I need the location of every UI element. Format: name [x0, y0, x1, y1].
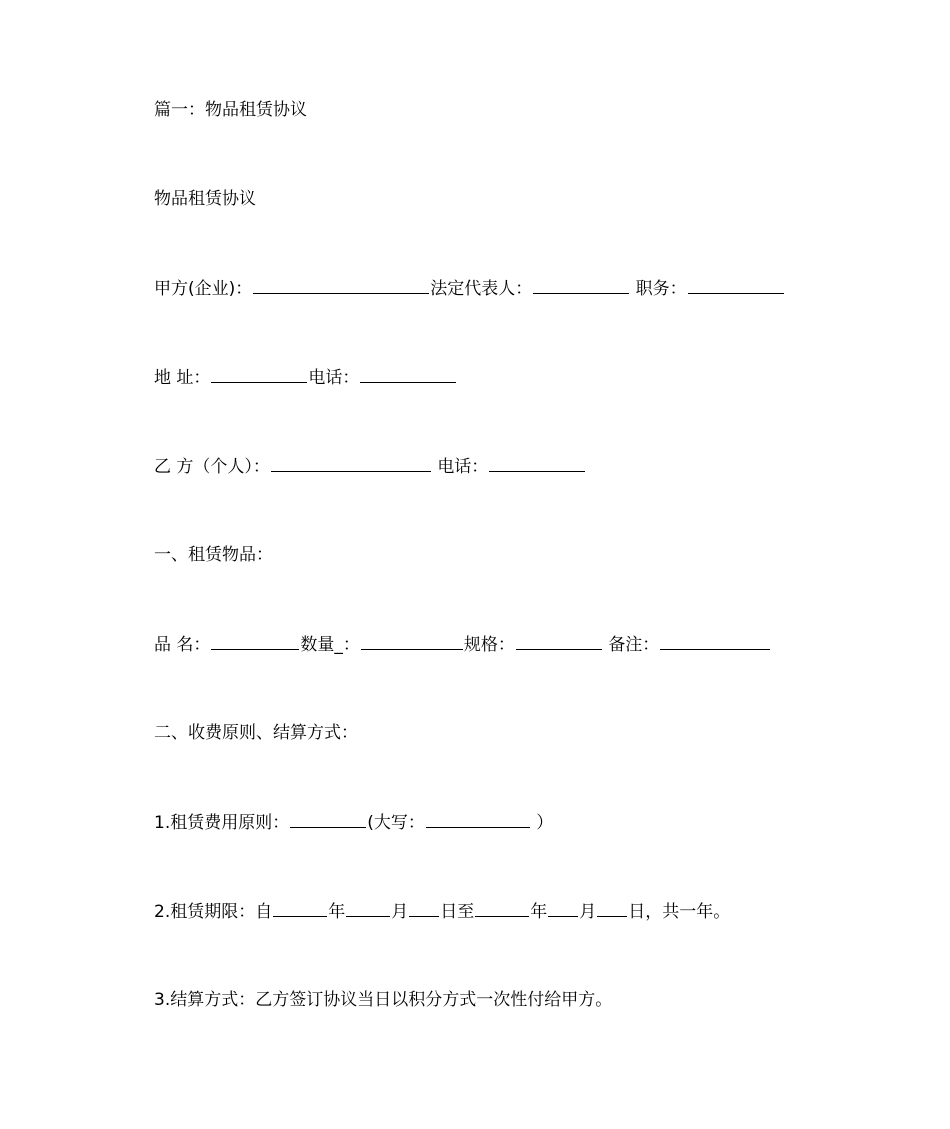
section2-heading — [154, 722, 358, 744]
address-blank — [211, 366, 307, 383]
agreement-title — [154, 188, 256, 210]
start-month-unit: 月 — [391, 902, 409, 922]
item-name-label: 品 名： — [154, 635, 211, 655]
address-line — [154, 366, 457, 389]
legal-rep-label: 法定代表人： — [430, 279, 533, 299]
phone-b-blank — [489, 455, 585, 472]
remark-label: 备注： — [608, 635, 660, 655]
quantity-label: 数量_： — [300, 635, 360, 655]
spec-label: 规格： — [463, 635, 515, 655]
end-month-unit: 月 — [579, 902, 597, 922]
party-a-label: 甲方(企业)： — [154, 279, 253, 299]
settlement-line — [154, 989, 612, 1011]
party-b-line — [154, 455, 586, 478]
start-month-blank — [346, 900, 390, 917]
party-a-name-blank — [253, 277, 429, 294]
end-month-blank — [548, 900, 578, 917]
section2-heading-text: 二、收费原则、结算方式： — [154, 723, 358, 743]
legal-rep-blank — [533, 277, 629, 294]
position-label: 职务： — [635, 279, 687, 299]
phone-label-a: 电话： — [308, 368, 360, 388]
remark-blank — [660, 633, 770, 650]
phone-a-blank — [360, 366, 456, 383]
party-b-name-blank — [271, 455, 431, 472]
heading-text: 篇一：物品租赁协议 — [154, 100, 307, 120]
end-year-blank — [475, 900, 529, 917]
fee-principle-line — [154, 811, 553, 834]
end-year-unit: 年 — [530, 902, 548, 922]
document-heading — [154, 99, 307, 121]
item-line — [154, 633, 771, 656]
fee-upper-close: ） — [536, 813, 554, 833]
position-blank — [688, 277, 784, 294]
settlement-text: 3.结算方式：乙方签订协议当日以积分方式一次性付给甲方。 — [154, 990, 613, 1010]
quantity-blank — [361, 633, 463, 650]
fee-amount-blank — [290, 811, 366, 828]
section1-heading-text: 一、租赁物品： — [154, 545, 273, 565]
spec-blank — [516, 633, 602, 650]
party-b-label: 乙 方（个人）： — [154, 457, 270, 477]
day-to-text: 日至 — [440, 902, 475, 922]
address-label: 地 址： — [154, 368, 211, 388]
lease-term-line — [154, 900, 730, 923]
item-name-blank — [211, 633, 299, 650]
fee-upper-blank — [426, 811, 530, 828]
title-text: 物品租赁协议 — [154, 189, 256, 209]
fee-label: 1.租赁费用原则： — [154, 813, 290, 833]
end-day-blank — [597, 900, 627, 917]
phone-label-b: 电话： — [437, 457, 489, 477]
term-prefix: 2.租赁期限：自 — [154, 902, 273, 922]
term-suffix: 日，共一年。 — [628, 902, 731, 922]
section1-heading — [154, 544, 273, 566]
start-year-unit: 年 — [328, 902, 346, 922]
party-a-line — [154, 277, 785, 300]
start-year-blank — [273, 900, 327, 917]
fee-upper-open: (大写： — [367, 813, 425, 833]
start-day-blank — [409, 900, 439, 917]
